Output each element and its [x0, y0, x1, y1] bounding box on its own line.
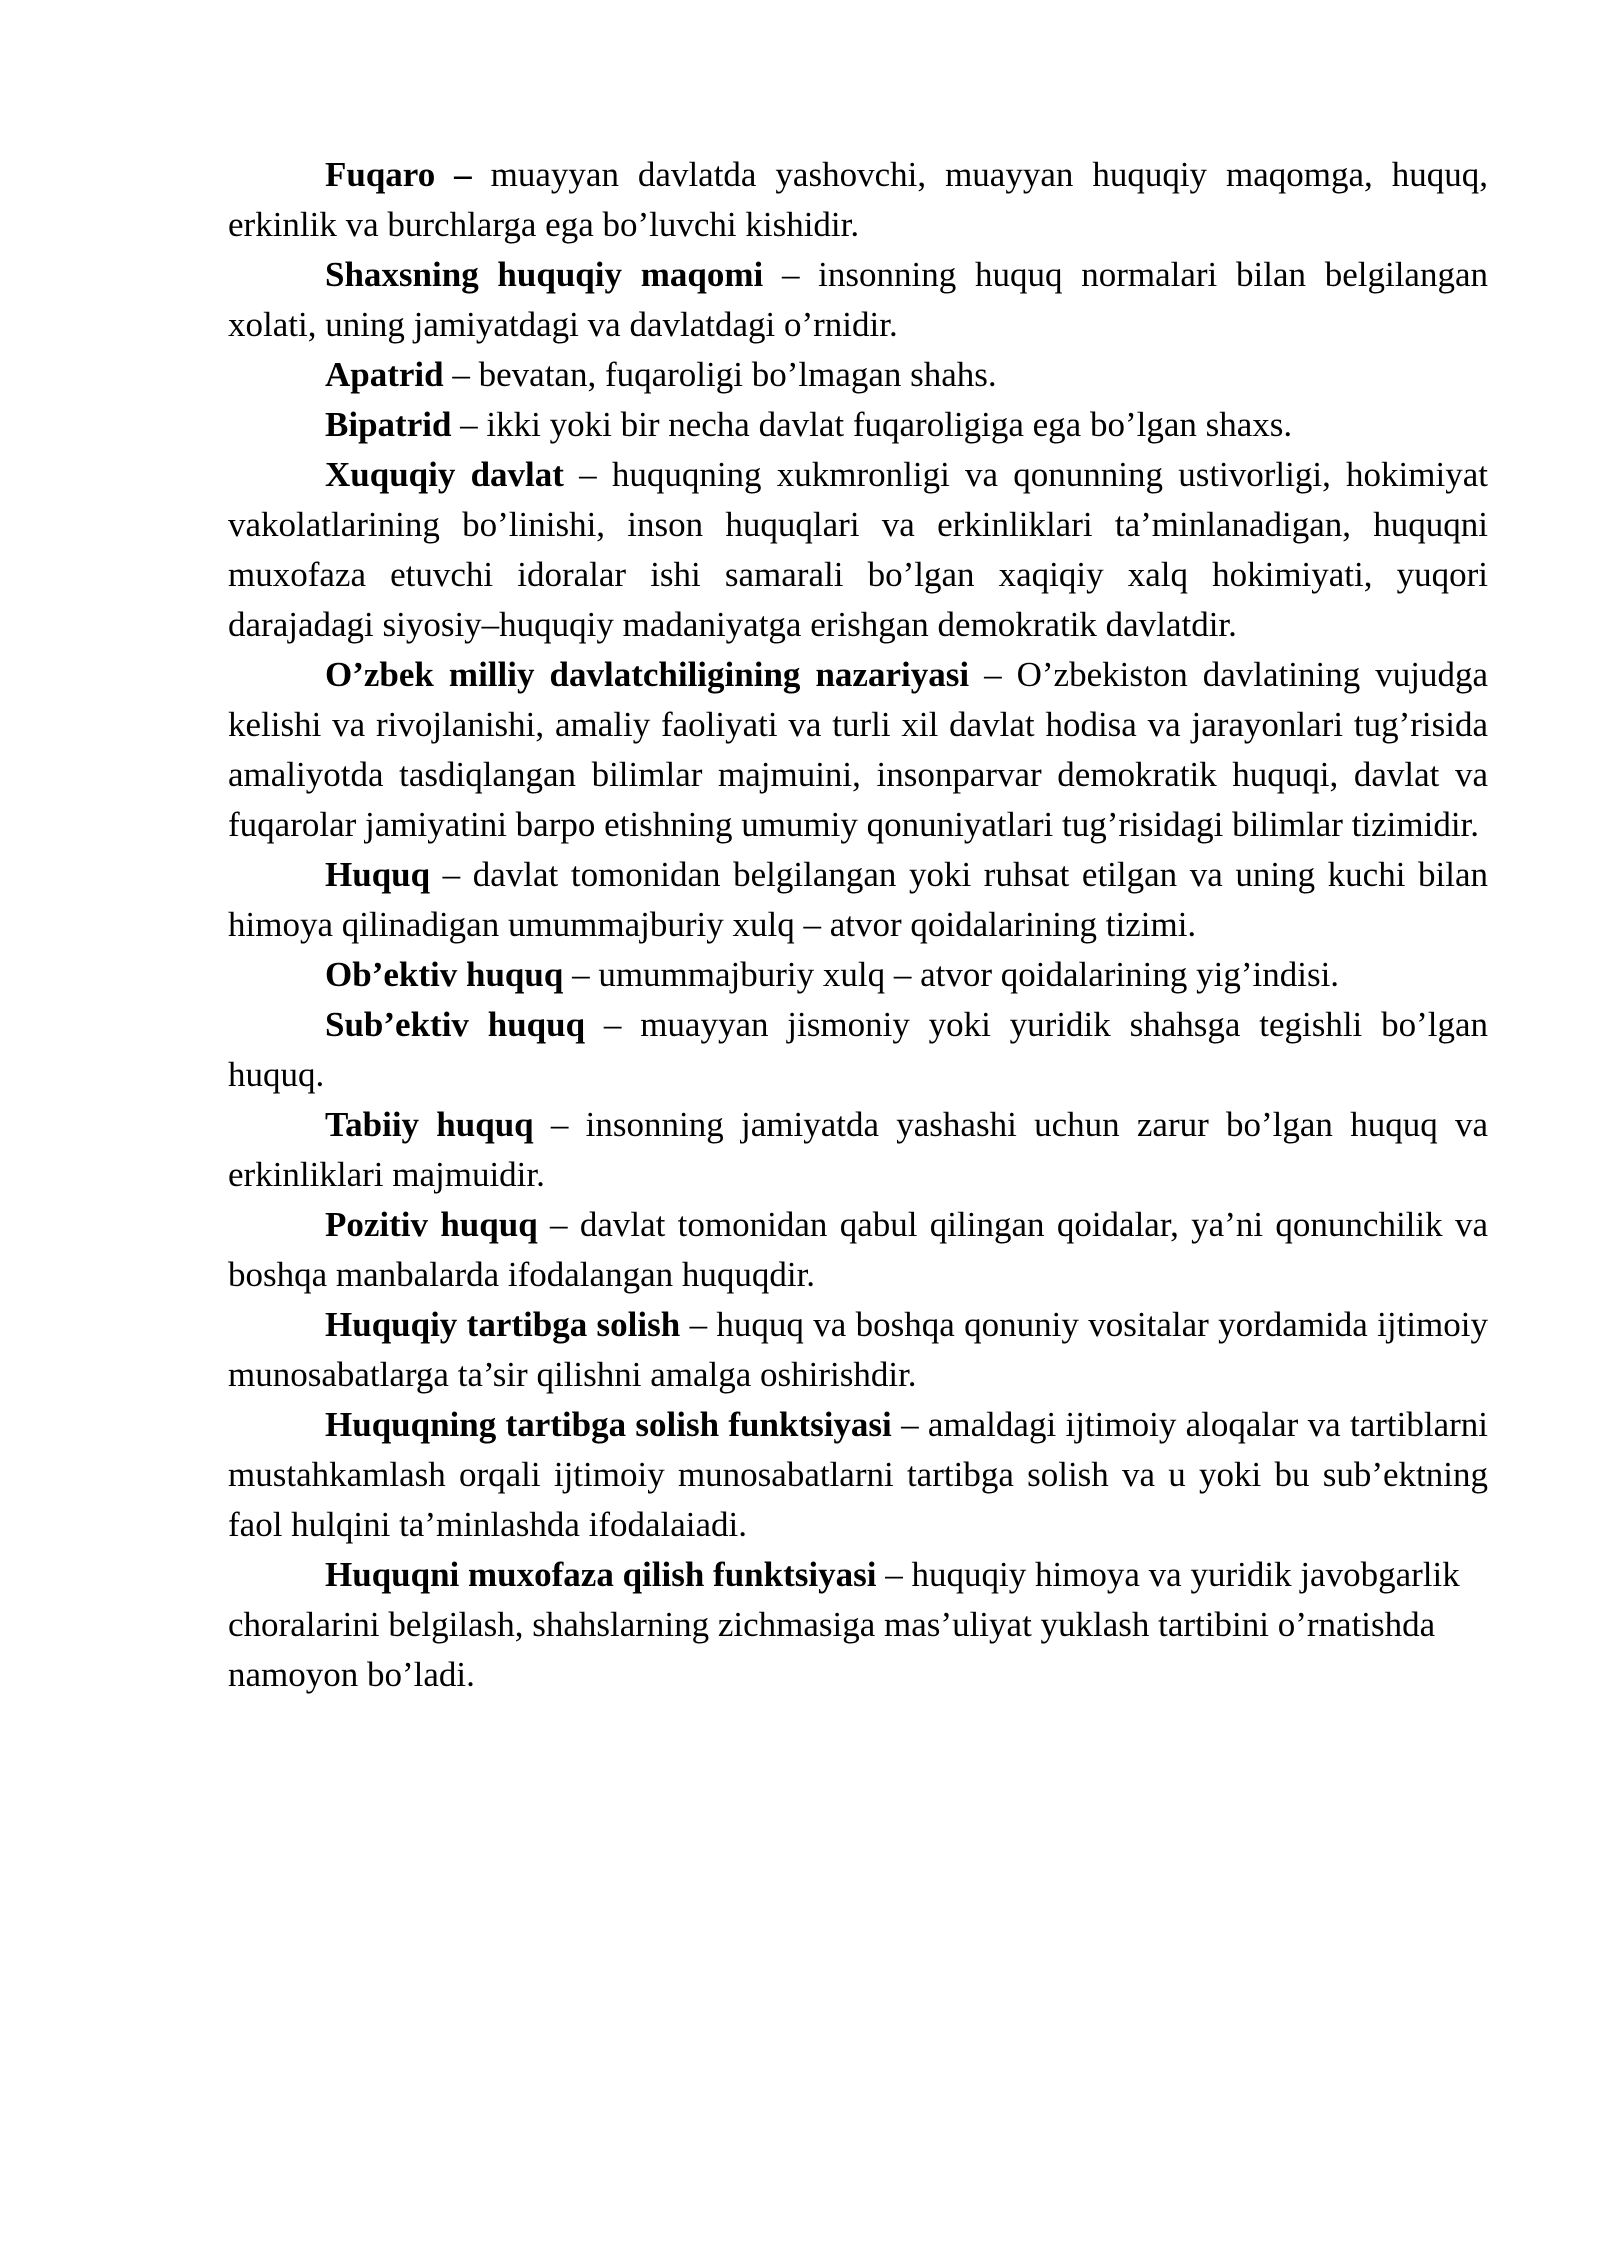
- definition-text: muayyan davlatda yashovchi, muayyan huquqiy maqomga, huquq, erkinlik va burchlarga ega bo’luvchi kishidir.: [228, 155, 1488, 244]
- definition-huquqiy-tartibga-solish: [228, 1300, 1488, 1400]
- definition-bipatrid: [228, 400, 1488, 450]
- definition-pozitiv-huquq: [228, 1200, 1488, 1300]
- definition-text: – umummajburiy xulq – atvor qoidalarining yig’indisi.: [563, 955, 1340, 994]
- definition-text: – insonning jamiyatda yashashi uchun zarur bo’lgan huquq va erkinliklari majmuidir.: [228, 1105, 1488, 1194]
- definition-text: – huquqning xukmronligi va qonunning ustivorligi, hokimiyat vakolatlarining bo’linishi, inson huquqlari va erkinliklari ta’minlanadigan, huquqni muxofaza etuvchi idoralar ishi samarali bo’lgan xaqiqiy xalq hokimiyati, yuqori darajadagi siyosiy–huquqiy madaniyatga erishgan demokratik davlatdir.: [228, 455, 1488, 644]
- term: Huquq: [325, 855, 431, 894]
- definition-tabiiy-huquq: [228, 1100, 1488, 1200]
- definition-milliy-davlatchilik-nazariyasi: [228, 650, 1488, 850]
- term: Huquqning tartibga solish funktsiyasi: [325, 1405, 892, 1444]
- definition-apatrid: [228, 350, 1488, 400]
- definition-text: – amaldagi ijtimoiy aloqalar va tartiblarni mustahkamlash orqali ijtimoiy munosabatlarni tartibga solish va u yoki bu sub’ektning faol hulqini ta’minlashda ifodalaiadi.: [228, 1405, 1488, 1544]
- term: Huquqiy tartibga solish: [325, 1305, 681, 1344]
- definition-text: – O’zbekiston davlatining vujudga kelishi va rivojlanishi, amaliy faoliyati va turli xil davlat hodisa va jarayonlari tug’risida amaliyotda tasdiqlangan bilimlar majmuini, insonparvar demokratik huquqi, davlat va fuqarolar jamiyatini barpo etishning umumiy qonuniyatlari tug’risidagi bilimlar tizimidir.: [228, 655, 1488, 844]
- definition-text: – ikki yoki bir necha davlat fuqaroligiga ega bo’lgan shaxs.: [451, 405, 1293, 444]
- definition-text: – insonning huquq normalari bilan belgilangan xolati, uning jamiyatdagi va davlatdagi o’rnidir.: [228, 255, 1488, 344]
- definition-obektiv-huquq: [228, 950, 1488, 1000]
- term: O’zbek milliy davlatchiligining nazariyasi: [325, 655, 970, 694]
- term: Bipatrid: [325, 405, 452, 444]
- term: Fuqaro –: [325, 155, 472, 194]
- definition-text: – huquq va boshqa qonuniy vositalar yordamida ijtimoiy munosabatlarga ta’sir qilishni amalga oshirishdir.: [228, 1305, 1489, 1394]
- term: Tabiiy huquq: [325, 1105, 534, 1144]
- definition-tartibga-solish-funktsiyasi: [228, 1400, 1488, 1550]
- definition-text: – davlat tomonidan qabul qilingan qoidalar, ya’ni qonunchilik va boshqa manbalarda ifodalangan huquqdir.: [228, 1205, 1488, 1294]
- definition-muxofaza-qilish-funktsiyasi: [228, 1550, 1488, 1700]
- term: Ob’ektiv huquq: [325, 955, 564, 994]
- term: Shaxsning huquqiy maqomi: [325, 255, 764, 294]
- definition-huquq: [228, 850, 1488, 950]
- term: Apatrid: [325, 355, 444, 394]
- definition-shaxsning-huquqiy-maqomi: [228, 250, 1488, 350]
- term: Xuquqiy davlat: [325, 455, 564, 494]
- document-page: [228, 150, 1488, 1700]
- term: Sub’ektiv huquq: [325, 1005, 586, 1044]
- definition-text: – muayyan jismoniy yoki yuridik shahsga tegishli bo’lgan huquq.: [228, 1005, 1488, 1094]
- definition-text: – davlat tomonidan belgilangan yoki ruhsat etilgan va uning kuchi bilan himoya qilinadigan umummajburiy xulq – atvor qoidalarining tizimi.: [228, 855, 1488, 944]
- definition-xuquqiy-davlat: [228, 450, 1488, 650]
- definition-fuqaro: [228, 150, 1488, 250]
- definition-text: – huquqiy himoya va yuridik javobgarlik choralarini belgilash, shahslarning zichmasiga mas’uliyat yuklash tartibini o’rnatishda namoyon bo’ladi.: [228, 1555, 1460, 1694]
- term: Pozitiv huquq: [325, 1205, 538, 1244]
- definition-text: – bevatan, fuqaroligi bo’lmagan shahs.: [443, 355, 997, 394]
- term: Huquqni muxofaza qilish funktsiyasi: [325, 1555, 877, 1594]
- definition-subektiv-huquq: [228, 1000, 1488, 1100]
